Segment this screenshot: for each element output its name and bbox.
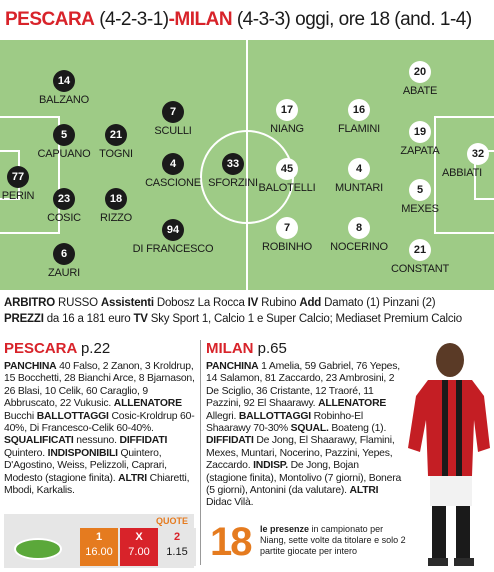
altri-label: ALTRI [118,472,147,484]
iv-label: IV [247,297,259,309]
odds-draw-value: 7.00 [128,546,150,558]
indisp-value: De Jong, Bojan (stagione finita), Montolivo (7 giorni), Bonera (5 giorni), Antonini (da valutare). [206,460,402,497]
pescara-box-body [4,361,196,497]
player-name: DI FRANCESCO [132,243,214,255]
milan-box-team: MILAN [206,340,254,357]
player-number: 94 [162,219,184,241]
diffidati-value: Quintero. [4,447,45,459]
player-number: 4 [348,158,370,180]
squalificati-label: SQUALIFICATI [4,435,74,447]
ballottaggi-value: Cosic-Kroldrup 60-40%, Di Francesco-Celik 60-40%. [4,410,195,435]
player-name: BALOTELLI [258,182,316,194]
player-number: 6 [53,243,75,265]
player-number: 7 [162,101,184,123]
match-title [5,9,472,31]
player-name: CASCIONE [145,177,201,189]
allenatore-label: ALLENATORE [318,398,387,410]
diffidati-label: DIFFIDATI [206,435,254,447]
player-number: 16 [348,99,370,121]
player-shirt [408,380,490,476]
panchina-label: PANCHINA [206,361,259,372]
player-leg [456,506,470,558]
stat-text [260,524,410,557]
player-name: PERIN [1,190,35,202]
milan-box-header [206,340,402,357]
squalificati-value: nessuno. [76,435,117,447]
ballottaggi-label: BALLOTTAGGI [36,410,109,422]
arbitro-value: RUSSO [58,297,98,309]
allenatore-label: ALLENATORE [113,398,182,410]
player-number: 8 [348,217,370,239]
referee-line [4,296,490,310]
player-number: 45 [276,158,298,180]
player-number: 18 [105,188,127,210]
add-value: Damato (1) Pinzani (2) [324,297,436,309]
assistenti-label: Assistenti [100,297,154,309]
odds-away-key: 2 [173,531,181,543]
player-name: ZAPATA [400,145,440,157]
player-name: BALZANO [39,94,89,106]
shirt-stripe [456,380,462,476]
player-number: 20 [409,61,431,83]
player-name: SFORZINI [208,177,258,189]
arbitro-label: ARBITRO [4,297,55,309]
player-number: 23 [53,188,75,210]
diffidati-label: DIFFIDATI [119,435,168,447]
odds-home-key: 1 [95,531,103,543]
odds-panel [4,514,194,568]
player-name: RIZZO [100,212,132,224]
player-name: ABBIATI [442,167,482,179]
pescara-box-team: PESCARA [4,340,77,357]
team-b-formation: (4-3-3) [236,9,291,30]
player-name: MUNTARI [335,182,383,194]
pescara-box [4,340,196,497]
team-a-formation: (4-2-3-1) [99,9,169,30]
allenatore-value: Allegri. [206,410,237,422]
tv-value: Sky Sport 1, Calcio 1 e Super Calcio; Mediaset Premium Calcio [150,313,462,325]
shirt-stripe [442,380,448,476]
diffidati-value: De Jong, El Shaarawy, Flamini, Mexes, Muntari, Nocerino, Pazzini, Yepes, Zaccardo. [206,435,395,472]
player-name: CAPUANO [37,148,91,160]
tv-label: TV [133,313,148,325]
player-number: 7 [276,217,298,239]
milan-box-page: p.65 [257,340,287,357]
player-number: 4 [162,153,184,175]
column-divider [200,340,201,565]
indisponibili-label: INDISPONIBILI [47,447,118,459]
odds-away [158,528,196,566]
odds-away-value: 1.15 [166,546,188,558]
player-number: 77 [7,166,29,188]
player-boot [428,558,448,566]
odds-draw-key: X [135,531,143,543]
assistenti-value: Dobosz La Rocca [156,297,245,309]
player-name: NOCERINO [330,241,388,253]
title-separator: - [168,9,175,30]
pescara-box-header [4,340,196,357]
player-name: CONSTANT [390,263,450,275]
player-number: 32 [467,143,489,165]
iv-value: Rubino [261,297,297,309]
panchina-value: 1 Amelia, 59 Gabriel, 76 Yepes, 14 Salamon, 81 Zaccardo, 23 Ambrosini, 2 De Sciglio, 36 Cristante, 12 Traoré, 11 Pazzini, 92 El Shaarawy. [206,361,400,410]
squal-value: Boateng (1). [331,423,387,435]
altri-value: Didac Vilà. [206,497,254,509]
milan-player-photo [398,336,494,572]
prices-line [4,312,490,326]
altri-label: ALTRI [349,485,379,497]
player-number: 5 [53,124,75,146]
player-number: 17 [276,99,298,121]
panchina-label: PANCHINA [4,361,57,372]
player-number: 33 [222,153,244,175]
odds-draw [120,528,158,566]
player-number: 19 [409,121,431,143]
altri-value: Chiaretti, Mbodi, Karkalis. [4,472,190,497]
player-name: ABATE [402,85,438,97]
team-b-name: MILAN [174,9,233,30]
match-time: oggi, ore 18 (and. 1-4) [295,9,472,30]
player-boot [454,558,474,566]
player-name: SCULLI [154,125,192,137]
squal-label: SQUAL. [290,423,329,435]
player-leg [432,506,446,558]
pitch [0,40,494,290]
player-number: 5 [409,179,431,201]
milan-box-body [206,361,402,510]
player-name: ZAURI [47,267,80,279]
player-name: ROBINHO [262,241,312,253]
pescara-box-page: p.22 [80,340,111,357]
player-number: 14 [53,70,75,92]
player-number: 21 [409,239,431,261]
player-shorts [430,476,472,506]
odds-label: QUOTE [155,516,188,526]
ballottaggi-value: Robinho-El Shaarawy 70-30% [206,410,364,435]
stat-number: 18 [210,520,251,564]
add-label: Add [299,297,322,309]
team-a-name: PESCARA [5,9,95,30]
player-name: COSIC [47,212,81,224]
player-name: NIANG [270,123,304,135]
odds-home-value: 16.00 [85,546,113,558]
ballottaggi-label: BALLOTTAGGI [238,410,311,422]
indisp-label: INDISP. [253,460,288,472]
prezzi-label: PREZZI [4,313,44,325]
player-head [436,343,464,377]
player-number: 21 [105,124,127,146]
panchina-value: 40 Falso, 2 Zanon, 3 Kroldrup, 15 Bocchetti, 28 Bianchi Arce, 8 Bjarnason, 26 Blasi, 10 Celik, 60 Caraglio, 9 Abbruscato, 22 Vukusic. [4,361,195,410]
stat-description: in campionato per Niang, sette volte da titolare e solo 2 partite giocate per intero [260,524,406,556]
bookmaker-logo-icon [14,538,62,560]
indisponibili-value: Quintero, D'Agostino, Weiss, Pelizzoli, Caprari, Modesto (stagione finita). [4,447,167,484]
milan-box [206,340,402,510]
prezzi-value: da 16 a 181 euro [46,313,131,325]
stat-bold: le presenze [260,524,310,534]
player-name: TOGNI [99,148,133,160]
odds-home [80,528,118,566]
allenatore-value: Bucchi [4,410,34,422]
stat-box [204,514,404,568]
player-name: MEXES [401,203,439,215]
player-name: FLAMINI [338,123,380,135]
